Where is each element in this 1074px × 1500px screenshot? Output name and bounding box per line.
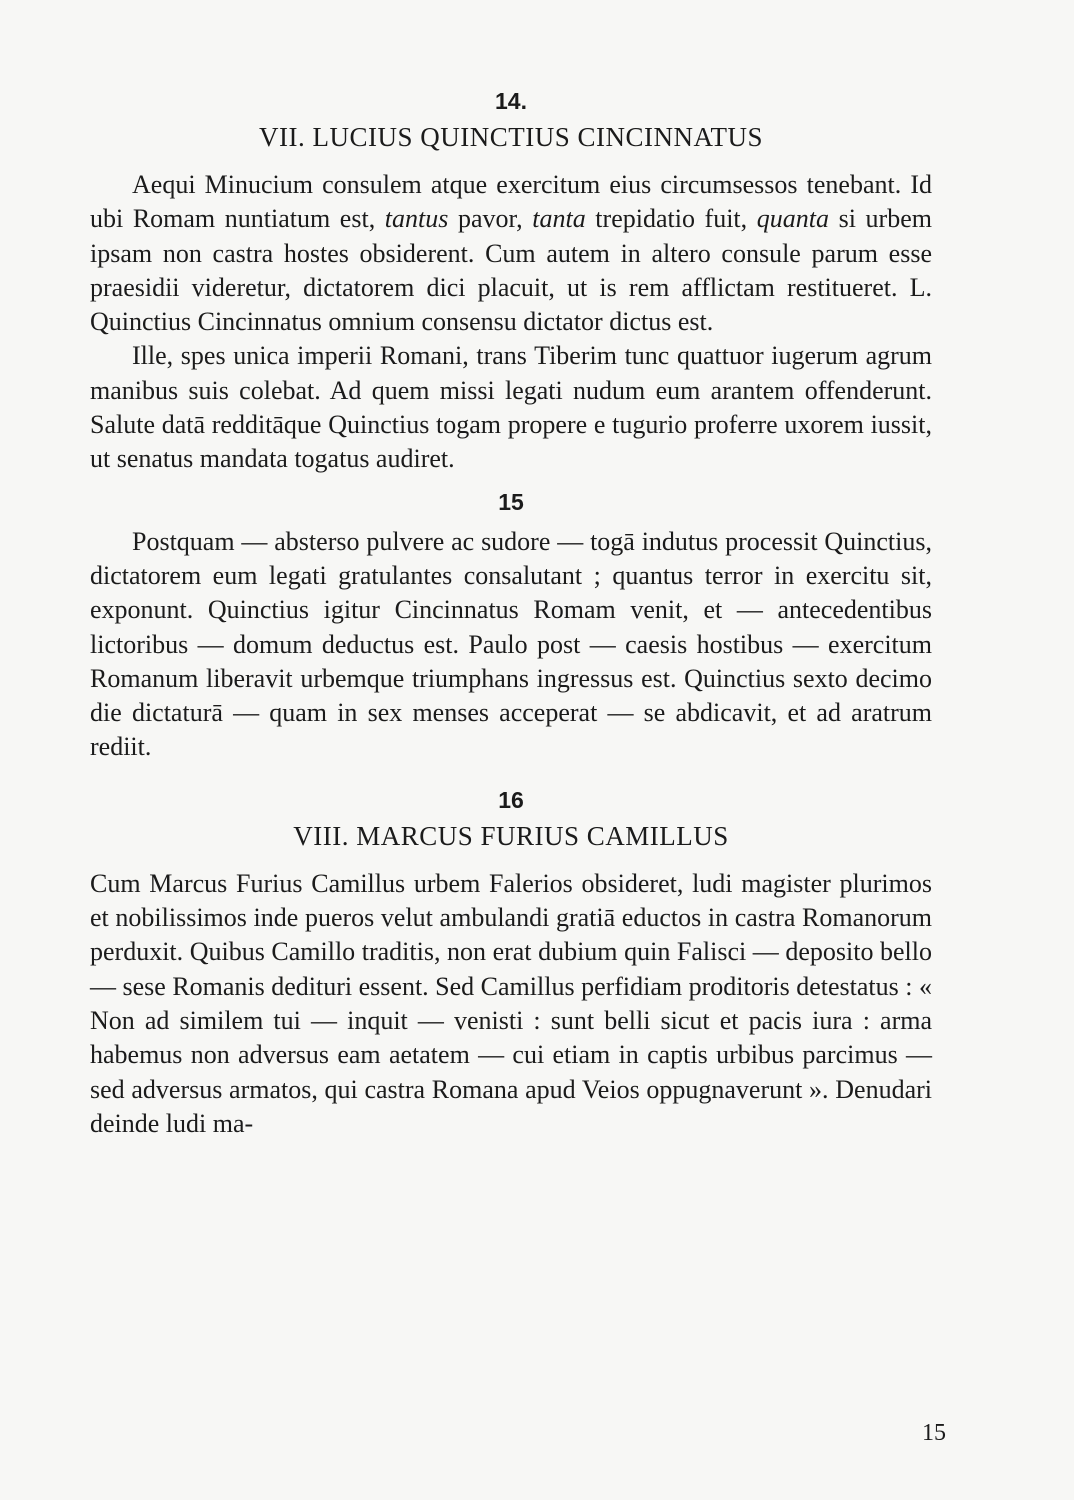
page-content [90,82,932,1141]
page-number: 15 [922,1420,946,1446]
paragraph-ille: Ille, spes unica imperii Romani, trans Tiberim tunc quattuor iugerum agrum manibus suis colebat. Ad quem missi legati nudum eum arantem offenderunt. Salute datā redditāque Quinctius togam propere e tugurio proferre uxorem iussit, ut senatus mandata togatus audiret. [90,341,932,474]
section-number-16: 16 [498,786,524,813]
paragraph-postquam: Postquam — absterso pulvere ac sudore — togā indutus processit Quinctius, dictatorem eum legati gratulantes consalutant ; quantus terror in exercitu sit, exponunt. Quinctius igitur Cincinnatus Romam venit, et — antecedentibus lictoribus — domum deductus est. Paulo post — caesis hostibus — exercitum Romanum liberavit urbemque triumphans ingressus est. Quinctius sexto decimo die dictaturā — quam in sex menses acceperat — se abdicavit, et ad aratrum rediit. [90,526,932,762]
italic-word: quanta [756,204,829,234]
italic-word: tanta [532,204,586,234]
chapter-title-vii: VII. LUCIUS QUINCTIUS CINCINNATUS [259,122,763,152]
italic-word: tantus [384,204,449,234]
paragraph-cum-marcus: Cum Marcus Furius Camillus urbem Falerios obsideret, ludi magister plurimos et nobilissimos inde pueros velut ambulandi gratiā eductos in castra Romanorum perduxit. Quibus Camillo traditis, non erat dubium quin Falisci — deposito bello — sese Romanis dedituri essent. Sed Camillus perfidiam proditoris detestatus : « Non ad similem tui — inquit — venisti : sunt belli sicut et pacis iura : arma habemus non adversus eam aetatem — cui etiam in captis urbibus parcimus — sed adversus armatos, qui castra Romana apud Veios oppugnaverunt ». Denudari deinde ludi ma- [90,868,932,1138]
section-number-14: 14. [495,88,527,114]
paragraph-aequi: Aequi Minucium consulem atque exercitum eius circumsessos tenebant. Id ubi Romam nuntiatum est, tantus pavor, tanta trepidatio fuit, quanta si urbem ipsam non castra hostes obsiderent. Cum autem in altero consule parum esse praesidii videretur, dictatorem dici placuit, ut is rem afflictam restitueret. L. Quinctius Cincinnatus omnium consensu dictator dictus est. [90,170,932,337]
section-number-15: 15 [498,488,524,515]
chapter-title-viii: VIII. MARCUS FURIUS CAMILLUS [293,820,729,851]
